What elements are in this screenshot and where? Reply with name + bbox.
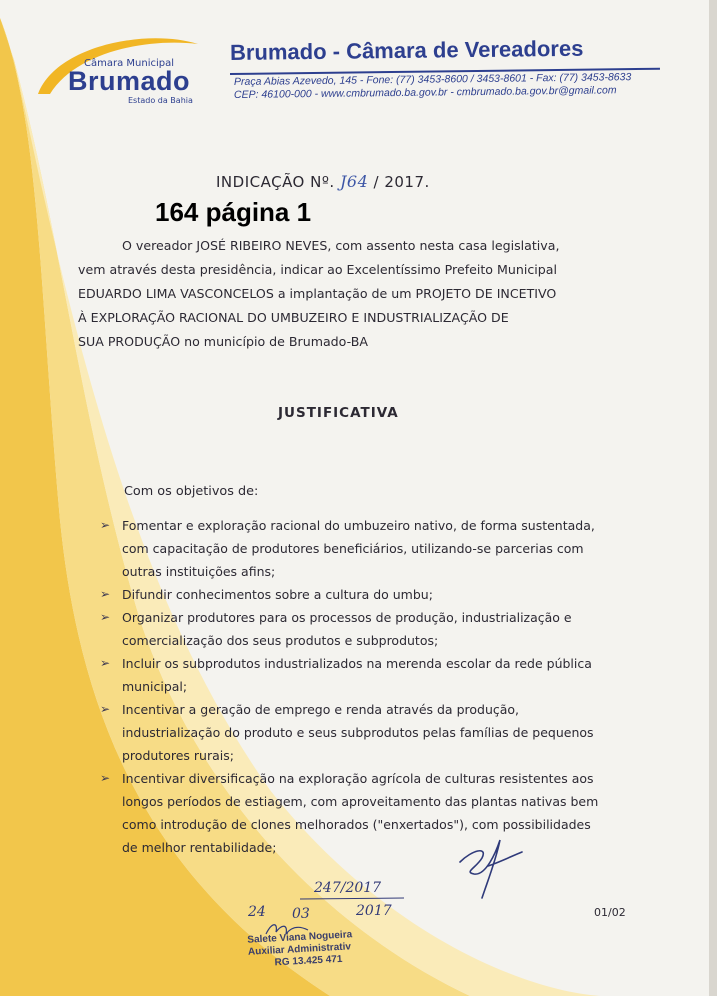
overlay-page-note: 164 página 1 [155, 197, 312, 227]
date-day-handwritten: 24 [248, 904, 266, 920]
logo-state-text: Estado da Bahia [128, 96, 193, 105]
protocol-underline [300, 897, 404, 901]
intro-line: vem através desta presidência, indicar ao Excelentíssimo Prefeito Municipal [78, 262, 557, 277]
header-address: Praça Abias Azevedo, 145 - Fone: (77) 3453-8600 / 3453-8601 - Fax: (77) 3453-8633 [233, 71, 632, 88]
intro-line: O vereador JOSÉ RIBEIRO NEVES, com assento nesta casa legislativa, [122, 238, 560, 253]
list-item-line: comercialização dos seus produtos e subprodutos; [122, 633, 439, 648]
intro-line: EDUARDO LIMA VASCONCELOS a implantação de um PROJETO DE INCETIVO [78, 286, 557, 301]
stamp-name: Salete Viana Nogueira [247, 929, 353, 946]
arrow-bullet-icon: ➢ [100, 702, 111, 716]
camara-logo [36, 32, 206, 107]
stamp-rg: RG 13.425 471 [274, 953, 343, 969]
justificativa-heading: JUSTIFICATIVA [278, 405, 399, 421]
arrow-bullet-icon: ➢ [100, 587, 111, 601]
list-item [100, 514, 630, 583]
indication-number-handwritten: J64 [339, 172, 369, 191]
arrow-bullet-icon: ➢ [100, 518, 111, 532]
list-item [100, 606, 630, 652]
list-item-line: Fomentar e exploração racional do umbuzeiro nativo, de forma sustentada, [122, 518, 595, 533]
indication-suffix: / 2017. [368, 173, 430, 191]
logo-small-text: Câmara Municipal [84, 58, 175, 69]
list-item-line: de melhor rentabilidade; [122, 840, 277, 855]
logo-big-text: Brumado [68, 66, 191, 96]
header-title: Brumado - Câmara de Vereadores [229, 35, 584, 65]
list-item-line: Organizar produtores para os processos de produção, industrialização e [122, 610, 572, 625]
list-item-line: com capacitação de produtores beneficiários, utilizando-se parcerias com [122, 541, 584, 556]
objectives-list [100, 514, 630, 859]
list-item-line: longos períodos de estiagem, com aproveitamento das plantas nativas bem [122, 794, 599, 809]
list-item [100, 652, 630, 698]
list-item-line: Incluir os subprodutos industrializados na merenda escolar da rede pública [122, 656, 592, 671]
list-item-line: Difundir conhecimentos sobre a cultura do umbu; [122, 587, 433, 602]
indication-heading [216, 172, 430, 191]
list-item-line: Incentivar a geração de emprego e renda através da produção, [122, 702, 520, 717]
official-stamp [247, 929, 354, 970]
list-item [100, 583, 630, 606]
list-item-line: municipal; [122, 679, 188, 694]
list-item-line: produtores rurais; [122, 748, 234, 763]
list-item-line: como introdução de clones melhorados ("enxertados"), com possibilidades [122, 817, 591, 832]
indication-prefix: INDICAÇÃO Nº. [216, 173, 340, 191]
arrow-bullet-icon: ➢ [100, 610, 111, 624]
intro-paragraph [78, 234, 618, 354]
signature-scribble [452, 832, 532, 902]
intro-line: SUA PRODUÇÃO no município de Brumado-BA [78, 334, 368, 349]
arrow-bullet-icon: ➢ [100, 771, 111, 785]
list-item-line: industrialização do produto e seus subprodutos pelas famílias de pequenos [122, 725, 594, 740]
date-month-handwritten: 03 [292, 906, 310, 922]
intro-line: À EXPLORAÇÃO RACIONAL DO UMBUZEIRO E INDUSTRIALIZAÇÃO DE [78, 310, 509, 325]
page-number: 01/02 [594, 906, 626, 919]
date-year-handwritten: 2017 [356, 903, 392, 919]
protocol-number-handwritten: 247/2017 [314, 880, 382, 896]
header-web: CEP: 46100-000 - www.cmbrumado.ba.gov.br - cmbrumado.ba.gov.br@gmail.com [233, 84, 617, 101]
list-item-line: Incentivar diversificação na exploração agrícola de culturas resistentes aos [122, 771, 594, 786]
list-item [100, 698, 630, 767]
stamp-role: Auxiliar Administrativ [247, 941, 352, 958]
list-item-line: outras instituições afins; [122, 564, 276, 579]
arrow-bullet-icon: ➢ [100, 656, 111, 670]
page-edge-shadow [709, 0, 717, 996]
objectives-intro: Com os objetivos de: [124, 484, 259, 499]
list-item [100, 767, 630, 859]
